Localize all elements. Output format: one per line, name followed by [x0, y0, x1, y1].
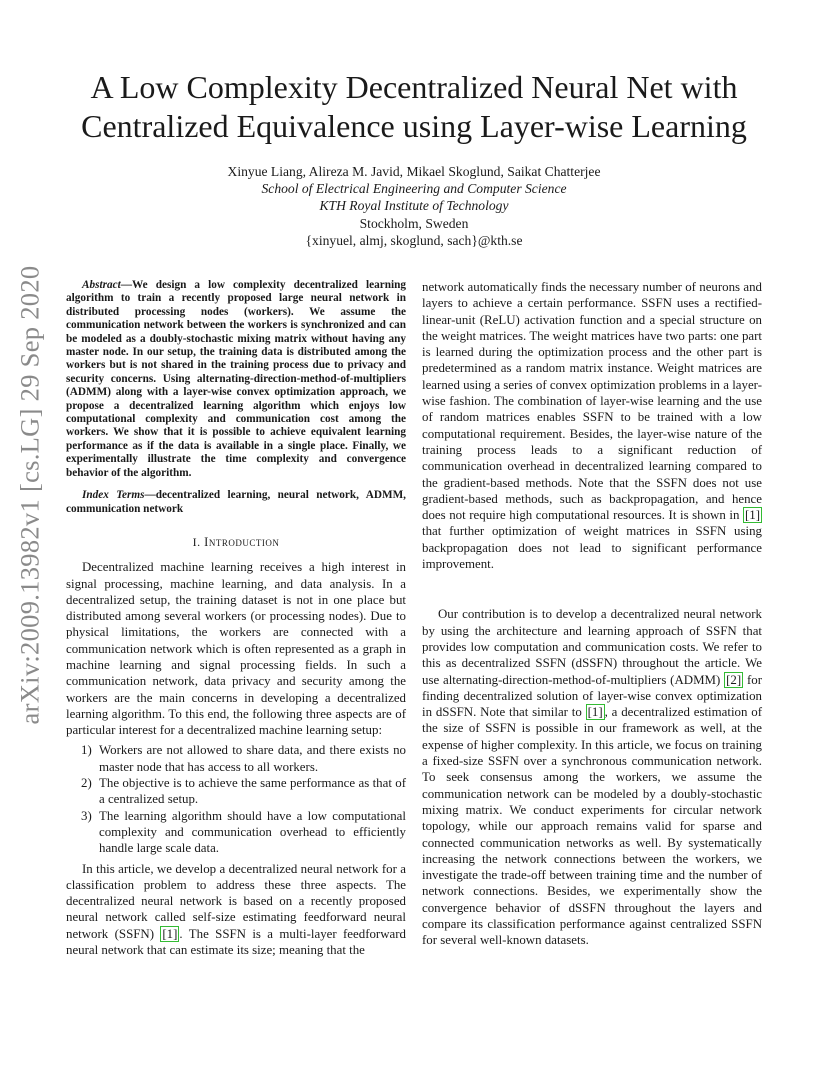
intro-paragraph-1: Decentralized machine learning receives a high interest in signal processing, machine learning, and data analysis. In a decentralized setup, the training dataset is not in one place but distributed among several workers (or processing nodes). Due to physical limitations, the workers are connected with a communication network which is often represented as a graph in machine learning and signal processing fields. In such a communication network, data privacy and security among the workers are the main concerns in developing a decentralized learning algorithm. To this end, the following three aspects are of particular interest for a decentralized machine learning setup:	[66, 560, 406, 738]
right-paragraph-2: Our contribution is to develop a decentralized neural network by using the architecture and learning approach of SSFN that provides low computation and communication costs. We refer to this as decentralized SSFN (dSSFN) throughout the article. We use alternating-direction-method-of-multipliers (ADMM) [2] for finding decentralized solution of layer-wise convex optimization in dSSFN. Note that similar to [1] , a decentralized estimation of the size of SSFN is possible in our framework as well, at the expense of higher complexity. In this article, we focus on training a fixed-size SSFN over a synchronous communication network. To seek consensus among the workers, we assume the communication network can be modeled by a doubly-stochastic mixing matrix. We conduct experiments for circular network topology, while our approach remains valid for sparse and connected communication networks as well. By systematically increasing the network connections between the workers, we investigate the trade-off between training time and the number of network connections. Besides, we experimentally show the convergence behavior of dSSFN throughout the layers and compare its classification performance against centralized SSFN for several well-known datasets.	[422, 607, 762, 948]
right-column	[422, 279, 762, 949]
author-location: Stockholm, Sweden	[359, 215, 469, 231]
author-school: School of Electrical Engineering and Computer Science	[261, 181, 567, 197]
citation-link[interactable]: [1]	[744, 508, 760, 523]
citation-link[interactable]: [2]	[726, 672, 742, 687]
section-heading-introduction: I. Introduction	[192, 534, 280, 549]
paper-title	[0, 68, 828, 146]
index-terms-label: Index Terms	[82, 489, 145, 502]
citation-link[interactable]: [1]	[587, 705, 603, 720]
list-item: 2) The objective is to achieve the same performance as that of a centralized setup.	[81, 776, 406, 807]
arxiv-identifier: arXiv:2009.13982v1 [cs.LG] 29 Sep 2020	[14, 265, 45, 725]
citation-link[interactable]: [1]	[162, 926, 178, 941]
list-item: 3) The learning algorithm should have a low computational complexity and communication overhead to efficiently handle large scale data.	[81, 808, 406, 856]
intro-paragraph-2: In this article, we develop a decentralized neural network for a classification problem to address these three aspects. The decentralized neural network is based on a recently proposed neural network called self-size estimating feedforward neural network (SSFN) [1] . The SSFN is a multi-layer feedforward neural network that can estimate its size; meaning that the	[66, 861, 406, 958]
aspects-list	[66, 742, 406, 856]
list-item: 1) Workers are not allowed to share data, and there exists no master node that has access to all workers.	[81, 743, 406, 774]
title-line-2: Centralized Equivalence using Layer-wise Learning	[81, 108, 747, 144]
author-block	[0, 163, 828, 249]
abstract	[66, 279, 406, 480]
author-email: {xinyuel, almj, skoglund, sach}@kth.se	[305, 232, 523, 248]
author-institute: KTH Royal Institute of Technology	[319, 198, 509, 214]
index-terms-text: —decentralized learning, neural network, ADMM, communication network	[66, 489, 406, 515]
title-line-1: A Low Complexity Decentralized Neural Net with	[90, 69, 738, 105]
abstract-text: —We design a low complexity decentralized learning algorithm to train a recently proposed large neural network in distributed processing nodes (workers). We assume the communication network between the workers is synchronized and can be modeled as a doubly-stochastic mixing matrix without having any master node. In our setup, the training data is distributed among the workers but is not shared in the training process due to privacy and security concerns. Using alternating-direction-method-of-multipliers (ADMM) along with a layer-wise convex optimization approach, we propose a decentralized learning algorithm which enjoys low computational complexity and communication cost among the workers. We show that it is possible to achieve equivalent learning performance as if the data is available in a single place. Finally, we experimentally illustrate the time complexity and convergence behavior of the algorithm.	[66, 279, 406, 479]
author-names: Xinyue Liang, Alireza M. Javid, Mikael Skoglund, Saikat Chatterjee	[227, 164, 601, 179]
abstract-label: Abstract	[82, 279, 121, 291]
index-terms	[66, 489, 406, 516]
left-column	[66, 279, 406, 958]
right-paragraph-1: network automatically finds the necessary number of neurons and layers to achieve a certain performance. SSFN uses a rectified-linear-unit (ReLU) activation function and a special structure on the weight matrices. The weight matrices have two parts: one part is learned during the optimization process and the other part is predetermined as a random matrix instance. Weight matrices are learned using a series of convex optimization problems in a layer-wise fashion. The combination of layer-wise learning and the use of random matrices enables SSFN to be trained with a low computational requirement. Besides, the layer-wise nature of the training process leads to a significant reduction of communication overhead in decentralized learning compared to the gradient-based methods. Note that the SSFN does not use gradient-based methods, such as backpropagation, and hence does not require high computational resources. It is shown in [1] that further optimization of weight matrices in SSFN using backpropagation does not lead to significant performance improvement.	[422, 280, 762, 572]
arxiv-sidebar-stamp	[10, 265, 50, 725]
